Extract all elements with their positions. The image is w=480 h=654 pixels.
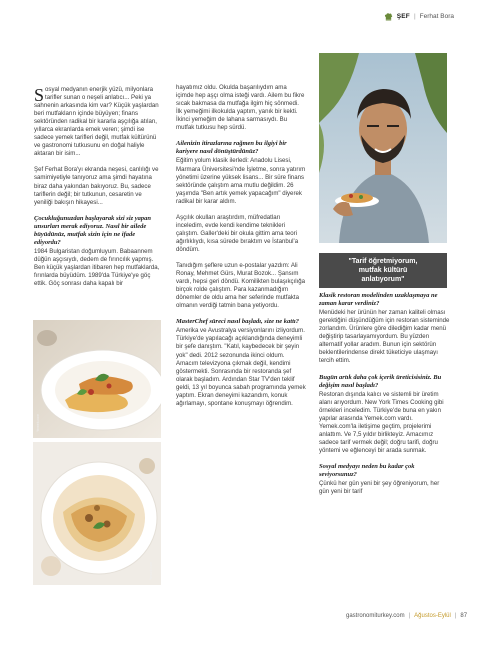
page-number: 87 bbox=[460, 613, 468, 619]
page-footer bbox=[346, 613, 467, 619]
answer-paragraph: Eğitim yolum klasik ilerledi: Anadolu Lisesi, Marmara Üniversitesi'nde İşletme, sonra yatırım yönetimi üzerine yüksek lisans... Bir süre finans sektöründe çalıştım ama mutlu değildim. 26 yaşımda "Ben artık yemek yapacağım" diyerek radikal bir karar aldım. bbox=[176, 157, 306, 205]
chef-portrait-photo bbox=[319, 53, 447, 243]
dish-illustration-1 bbox=[33, 320, 161, 438]
footer-separator: | bbox=[408, 613, 411, 619]
photo-credit-1: Yemek.com bbox=[36, 413, 40, 432]
dish-photo-2 bbox=[33, 442, 161, 585]
answer-paragraph: Restoran dışında kalıcı ve sistemli bir üretim alanı arıyordum. New York Times Cooking gibi örnekleri inceledim. Türkiye'de buna en yakın yapılar arasında Yemek.com vardı. Yemek.com'la iletişime geçtim, projelerimi anlattım. Ve 7,5 yıldır birlikteyiz. Amacımız sadece tarif vermek değil; doğru tarifi, doğru yöntemi ve eğlenceyi bir arada sunmak. bbox=[319, 390, 444, 455]
answer-paragraph: 1984 Bulgaristan doğumluyum. Babaannem düğün aşçısıydı, dedem de fırıncılık yapmış. Ben küçük yaşlardan itibaren hep mutfaklarda, fırınlarda büyüdüm. 1989'da Türkiye'ye göç ettik. Göç sonrası daha kapalı bir bbox=[34, 248, 160, 288]
article-column-2 bbox=[176, 84, 306, 416]
header-author: Ferhat Bora bbox=[419, 13, 454, 20]
interview-question: Klasik restoran modelinden uzaklaşmaya ne zaman karar verdiniz? bbox=[319, 292, 438, 308]
pull-quote-line-2: mutfak kültürü bbox=[358, 267, 408, 274]
answer-paragraph: Menüdeki her ürünün her zaman kaliteli olması gerektiğini düşündüğüm için restoran sisteminde zorlandım. Ürünlere göre dilediğim kadar menü değiştirip tasarlayamıyordum. Bu yüzden alternatif yollar aradım. Bunun için sektörün beklentilerindense direkt tüketiciye ulaşmayı tercih ettim. bbox=[319, 309, 450, 365]
chef-portrait-illustration bbox=[319, 53, 447, 243]
header-separator: | bbox=[413, 13, 416, 20]
interview-question: MasterChef süreci nasıl başladı, size ne kattı? bbox=[176, 318, 299, 326]
chef-hat-icon bbox=[384, 12, 393, 21]
answer-paragraph: Tanıdığım şeflere uzun e-postalar yazdım: Ali Ronay, Mehmet Gürs, Murat Bozok... Şansım vardı, hepsi geri döndü. Komilikten bulaşıkçılığa birçok rolde çalıştım. Para kazanmadığım dönemler de oldu ama her seferinde mutfakta olmanın verdiği tatmin bana yetiyordu. bbox=[176, 261, 306, 310]
body-paragraph: Şef Ferhat Bora'yı ekranda neşesi, canlılığı ve samimiyetiyle tanıyoruz ama şimdi hayatına biraz daha yakından bakıyoruz. Bu, sadece tariflerin değil; bir tutkunun, cesaretin ve yeniliği bakışın hikayesi... bbox=[34, 166, 159, 206]
photo-credit-2: Yemek.com bbox=[149, 561, 153, 580]
interview-question: Bugün artık daha çok içerik üreticisisiniz. Bu değişim nasıl başladı? bbox=[319, 373, 442, 389]
footer-separator: | bbox=[454, 613, 457, 619]
interview-question: Ailenizin itirazlarına rağmen bu ilgiyi bir kariyere nasıl dönüştürdünüz? bbox=[176, 140, 287, 156]
interview-question: Sosyal medyayı neden bu kadar çok seviyorsunuz? bbox=[319, 463, 415, 479]
answer-paragraph: Aşçılık okulları araştırdım, müfredatları inceledim, evde kendi kendime teknikleri çalıştım. Galler'deki bir okula gittim ama teori ağırlıklıydı, kısa sürede bıraktım ve İstanbul'a döndüm. bbox=[176, 213, 299, 253]
answer-paragraph: Amerika ve Avustralya versiyonlarını izliyordum. Türkiye'de yapılacağı açıklandığında deneyimli bir şefe danıştım. "Katıl, kaybedecek bir şeyin yok" dedi. 2012 sezonunda ikinci oldum. Amacım televizyona çıkmak değil, kendimi göstermekti. Sonrasında bir restoranda şef olarak başladım. Ardından Star TV'den teklif geldi, 13 yıl boyunca sabah programında yemek yaptım. Ekran deneyimi kazandım, konuk ağırlamayı, spontane konuşmayı öğrendim. bbox=[176, 327, 306, 407]
intro-paragraph bbox=[34, 86, 162, 158]
article-column-3 bbox=[319, 292, 451, 504]
answer-paragraph: hayatımız oldu. Okulda başarılıydım ama içimde hep aşçı olma isteği vardı. Ailem bu fikre sıcak bakmasa da mutfağa ilgim hiç sönmedi. İlk yemeğimi ilkokulda yaptım, yanık bir kekti. İkinci yemeğim de lahana sarmasıydı. Bu mutfak tutkusu hep sürdü. bbox=[176, 84, 305, 132]
footer-issue-date: Ağustos-Eylül bbox=[414, 613, 451, 619]
interview-question: Çocukluğunuzdan başlayarak sizi siz yapan unsurları merak ediyoruz. Nasıl bir ailede büyüdünüz, mutfak sizin için ne ifade ediyordu? bbox=[34, 214, 152, 246]
article-column-1 bbox=[34, 86, 162, 296]
dish-illustration-2 bbox=[33, 442, 161, 585]
answer-paragraph: Çünkü her gün yeni bir şey öğreniyorum, her gün yeni bir tarif bbox=[319, 480, 440, 496]
section-label: ŞEF bbox=[396, 13, 410, 20]
drop-cap: S bbox=[34, 85, 45, 105]
dish-photo-1 bbox=[33, 320, 161, 438]
intro-text: osyal medyanın enerjik yüzü, milyonlara tarifler sunan o neşeli anlatıcı... Peki ya sahnenin arkasında kim var? Küçük yaşlardan beri mutfakların içinde büyüyen; finans sektöründen radikal bir kararla aşçılığa atılan, yıllarca ekranlarda emek veren; şimdi ise sadece yemek tarifleri değil, mutfak kültürünü ve gastronomi tutkusunu en doğal haliyle aktaran bir isim... bbox=[34, 86, 159, 158]
footer-site: gastronomiturkey.com bbox=[346, 613, 405, 619]
page-header bbox=[384, 12, 454, 21]
pull-quote-line-1: "Tarif öğretmiyorum, bbox=[348, 258, 418, 265]
pull-quote bbox=[319, 253, 447, 288]
pull-quote-line-3: anlatıyorum" bbox=[361, 276, 405, 283]
